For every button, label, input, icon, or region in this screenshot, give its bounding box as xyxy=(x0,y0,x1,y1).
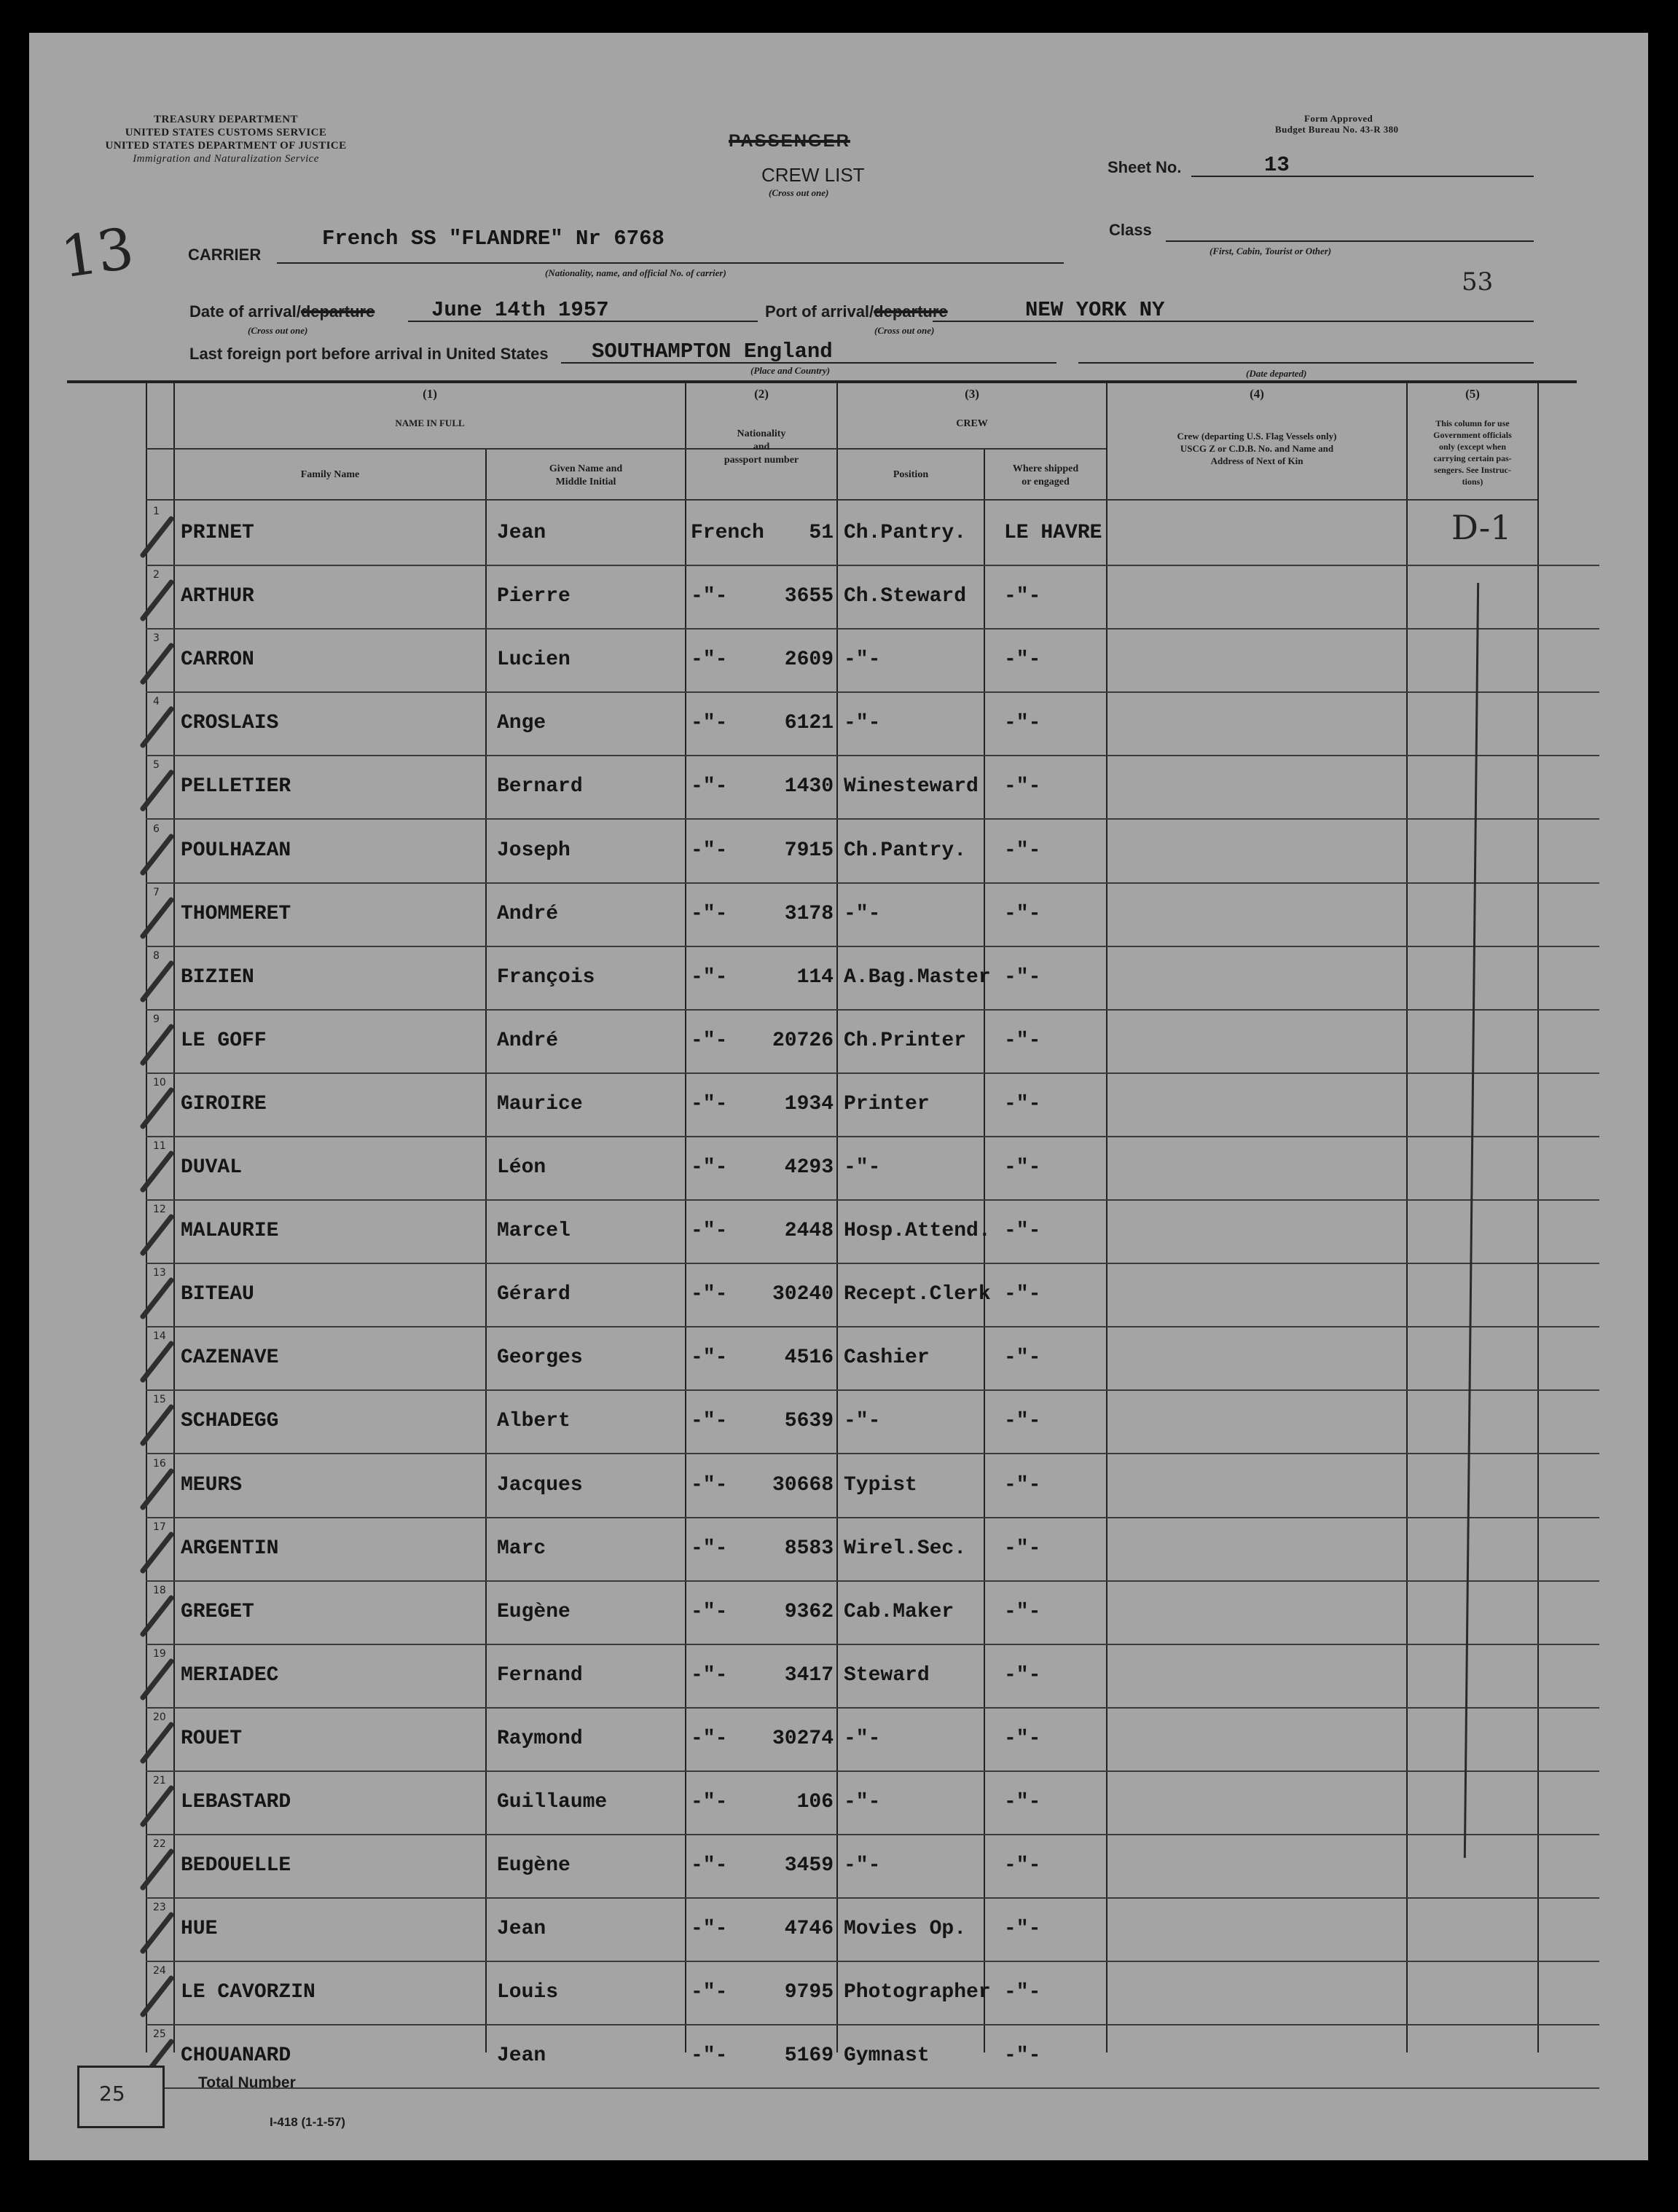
table-row xyxy=(29,1962,1648,2025)
check-mark xyxy=(139,1975,175,2018)
cell-ship: -"- xyxy=(1004,2044,1041,2068)
cell-pos: Winesteward xyxy=(844,775,979,799)
row-number: 21 xyxy=(153,1775,166,1787)
cell-pass: 5639 xyxy=(784,1410,834,1433)
cell-pos: Cashier xyxy=(844,1346,930,1370)
cell-pos: Steward xyxy=(844,1663,930,1687)
cell-pass: 9795 xyxy=(784,1981,834,2004)
col5-desc-line: carrying certain pas- xyxy=(1433,453,1512,463)
table-row xyxy=(29,1011,1648,1074)
form-title: CREW LIST xyxy=(761,164,865,186)
col5-desc-line: tions) xyxy=(1462,476,1483,487)
cell-given: Ange xyxy=(497,712,546,735)
table-row xyxy=(29,820,1648,884)
col5-desc-line: This column for use xyxy=(1435,418,1510,428)
cell-ship: -"- xyxy=(1004,1410,1041,1433)
lastport-value: SOUTHAMPTON England xyxy=(592,340,833,364)
cell-nat: -"- xyxy=(691,1156,728,1179)
cell-family: ARTHUR xyxy=(181,585,254,608)
cell-pass: 4516 xyxy=(784,1346,834,1370)
row-number: 12 xyxy=(153,1204,166,1216)
cell-family: ROUET xyxy=(181,1727,243,1750)
row-number: 5 xyxy=(153,759,160,772)
col-position: Position xyxy=(893,469,929,480)
cell-family: PRINET xyxy=(181,522,254,544)
cell-family: SCHADEGG xyxy=(181,1410,279,1433)
cell-pass: 3459 xyxy=(784,1854,834,1878)
row-number: 10 xyxy=(153,1076,166,1089)
cell-family: CROSLAIS xyxy=(181,712,279,735)
table-row xyxy=(29,1709,1648,1772)
cell-nat: -"- xyxy=(691,902,728,925)
cell-ship: LE HAVRE xyxy=(1004,522,1102,544)
cell-pos: Hosp.Attend. xyxy=(844,1220,991,1243)
col4-desc-line: Address of Next of Kin xyxy=(1210,455,1303,466)
row-number: 20 xyxy=(153,1711,166,1723)
cell-pass: 3417 xyxy=(784,1663,834,1687)
cell-ship: -"- xyxy=(1004,1029,1041,1052)
table-row xyxy=(29,1645,1648,1709)
check-mark xyxy=(139,1848,175,1891)
cell-ship: -"- xyxy=(1004,839,1041,862)
row-number: 1 xyxy=(153,506,160,517)
cell-pos: -"- xyxy=(844,648,881,672)
row-number: 23 xyxy=(153,1902,166,1914)
check-mark xyxy=(139,960,175,1003)
cell-ship: -"- xyxy=(1004,1981,1041,2004)
cell-given: Jean xyxy=(497,2044,546,2068)
cell-given: André xyxy=(497,902,559,925)
cell-nat: -"- xyxy=(691,1092,728,1115)
col5-desc-line: sengers. See Instruc- xyxy=(1434,465,1511,475)
title-note: (Cross out one) xyxy=(769,187,829,198)
cell-family: LE GOFF xyxy=(181,1029,267,1052)
cell-pos: Typist xyxy=(844,1473,917,1497)
col-given-line: Given Name and xyxy=(549,463,623,474)
cell-nat: -"- xyxy=(691,1727,728,1750)
row-number: 16 xyxy=(153,1457,166,1470)
table-row xyxy=(29,503,1648,566)
check-mark xyxy=(139,1467,175,1510)
cell-ship: -"- xyxy=(1004,585,1041,608)
table-row xyxy=(29,1455,1648,1518)
cell-pos: Ch.Steward xyxy=(844,585,967,608)
check-mark xyxy=(139,1658,175,1701)
check-mark xyxy=(139,1594,175,1637)
check-mark xyxy=(139,1404,175,1447)
crew-rows xyxy=(29,33,1648,2160)
cell-pos: -"- xyxy=(844,1727,881,1750)
row-number: 8 xyxy=(153,949,160,962)
table-row xyxy=(29,1074,1648,1137)
table-row xyxy=(29,1327,1648,1391)
cell-pos: -"- xyxy=(844,1854,881,1878)
cell-nat: -"- xyxy=(691,2044,728,2068)
cell-family: LEBASTARD xyxy=(181,1791,291,1813)
arrival-struck: departure xyxy=(300,302,375,321)
check-mark xyxy=(139,1911,175,1954)
page-number-mark: 13 xyxy=(57,216,138,291)
cell-given: Maurice xyxy=(497,1092,583,1115)
cell-pos: Photographer xyxy=(844,1981,991,2004)
total-value: 25 xyxy=(99,2082,125,2106)
check-mark xyxy=(139,1341,175,1384)
cell-given: Marc xyxy=(497,1537,546,1560)
cell-pos: Ch.Printer xyxy=(844,1029,967,1052)
col-nationality-line: Nationality xyxy=(737,428,786,439)
row-number: 13 xyxy=(153,1267,166,1279)
agency-line: UNITED STATES DEPARTMENT OF JUSTICE xyxy=(105,140,347,152)
cell-nat: -"- xyxy=(691,1537,728,1560)
cell-nat: -"- xyxy=(691,1981,728,2004)
port-note: (Cross out one) xyxy=(874,325,935,336)
cell-nat: -"- xyxy=(691,775,728,799)
cell-ship: -"- xyxy=(1004,1346,1041,1370)
cell-ship: -"- xyxy=(1004,1537,1041,1560)
cell-nat: French xyxy=(691,522,764,544)
cell-pos: Ch.Pantry. xyxy=(844,839,967,862)
cell-nat: -"- xyxy=(691,1220,728,1243)
port-value: NEW YORK NY xyxy=(1025,298,1165,322)
cell-pass: 114 xyxy=(796,965,834,989)
crew-list-form xyxy=(29,33,1648,2160)
cell-nat: -"- xyxy=(691,1600,728,1623)
table-row xyxy=(29,1899,1648,1962)
cell-ship: -"- xyxy=(1004,1220,1041,1243)
arrival-note: (Cross out one) xyxy=(248,325,308,336)
cell-pos: Recept.Clerk xyxy=(844,1283,991,1306)
cell-pass: 5169 xyxy=(784,2044,834,2068)
lastport-label: Last foreign port before arrival in United States xyxy=(189,345,549,363)
cell-family: CHOUANARD xyxy=(181,2044,291,2068)
carrier-value: French SS "FLANDRE" Nr 6768 xyxy=(322,227,664,251)
col-family-name: Family Name xyxy=(300,469,360,480)
row-number: 15 xyxy=(153,1394,166,1406)
cell-pos: -"- xyxy=(844,712,881,735)
col-shipped-line: Where shipped xyxy=(1012,463,1079,474)
check-mark xyxy=(139,706,175,749)
row-number: 14 xyxy=(153,1330,166,1343)
cell-nat: -"- xyxy=(691,839,728,862)
cell-family: THOMMERET xyxy=(181,902,291,925)
carrier-label: CARRIER xyxy=(188,246,262,264)
check-mark xyxy=(139,515,175,558)
form-approved-line: Form Approved xyxy=(1304,113,1373,124)
col3-number: (3) xyxy=(965,387,979,401)
check-mark xyxy=(139,769,175,812)
lastport-note: (Place and Country) xyxy=(750,365,831,376)
cell-family: LE CAVORZIN xyxy=(181,1981,315,2004)
col5-number: (5) xyxy=(1465,387,1480,401)
total-label: Total Number xyxy=(198,2074,296,2091)
cell-ship: -"- xyxy=(1004,1600,1041,1623)
col-nationality-line: and xyxy=(753,442,770,452)
row-number: 17 xyxy=(153,1521,166,1533)
cell-pass: 4746 xyxy=(784,1918,834,1941)
check-mark xyxy=(139,642,175,685)
cell-family: GREGET xyxy=(181,1600,254,1623)
cell-given: Pierre xyxy=(497,585,571,608)
cell-family: MALAURIE xyxy=(181,1220,279,1243)
check-mark xyxy=(139,1276,175,1319)
cell-pass: 9362 xyxy=(784,1600,834,1623)
cell-family: CARRON xyxy=(181,648,254,672)
cell-nat: -"- xyxy=(691,1791,728,1813)
cell-nat: -"- xyxy=(691,585,728,608)
cell-family: MEURS xyxy=(181,1473,243,1497)
row-number: 4 xyxy=(153,696,160,708)
cell-given: André xyxy=(497,1029,559,1052)
check-mark xyxy=(139,1023,175,1066)
table-row xyxy=(29,693,1648,756)
cell-family: ARGENTIN xyxy=(181,1537,279,1560)
table-row xyxy=(29,1835,1648,1899)
cell-pos: Wirel.Sec. xyxy=(844,1537,967,1560)
check-mark xyxy=(139,1721,175,1764)
cell-pass: 1430 xyxy=(784,775,834,799)
cell-ship: -"- xyxy=(1004,1918,1041,1941)
cell-nat: -"- xyxy=(691,965,728,989)
cell-given: François xyxy=(497,965,595,989)
col5-desc-line: Government officials xyxy=(1433,430,1512,440)
cell-pass: 30240 xyxy=(772,1283,834,1306)
form-approved-line: Budget Bureau No. 43-R 380 xyxy=(1275,124,1399,135)
class-label: Class xyxy=(1109,221,1152,239)
table-row xyxy=(29,1518,1648,1582)
cell-pass: 20726 xyxy=(772,1029,834,1052)
cell-pos: Movies Op. xyxy=(844,1918,967,1941)
cell-ship: -"- xyxy=(1004,648,1041,672)
row-number: 18 xyxy=(153,1584,166,1596)
cell-pass: 4293 xyxy=(784,1156,834,1179)
cell-nat: -"- xyxy=(691,1410,728,1433)
sheet-number: 13 xyxy=(1264,153,1290,177)
cell-family: HUE xyxy=(181,1918,218,1941)
col-shipped-line: or engaged xyxy=(1022,476,1070,487)
col1-title: NAME IN FULL xyxy=(395,417,465,428)
agency-line: TREASURY DEPARTMENT xyxy=(154,114,298,125)
cell-nat: -"- xyxy=(691,1283,728,1306)
col-crew: CREW xyxy=(956,418,988,429)
cell-family: DUVAL xyxy=(181,1156,243,1179)
table-row xyxy=(29,947,1648,1011)
departed-note: (Date departed) xyxy=(1246,368,1307,379)
cell-pos: Cab.Maker xyxy=(844,1600,954,1623)
cell-ship: -"- xyxy=(1004,1283,1041,1306)
cell-ship: -"- xyxy=(1004,1473,1041,1497)
col4-desc-line: USCG Z or C.D.B. No. and Name and xyxy=(1180,443,1334,454)
cell-family: BIZIEN xyxy=(181,965,254,989)
col-nationality-line: passport number xyxy=(724,455,799,466)
table-row xyxy=(29,1201,1648,1264)
cell-pass: 30274 xyxy=(772,1727,834,1750)
cell-pass: 2448 xyxy=(784,1220,834,1243)
cell-pass: 3178 xyxy=(784,902,834,925)
cell-pass: 1934 xyxy=(784,1092,834,1115)
arrival-date: June 14th 1957 xyxy=(431,298,609,322)
row-number: 11 xyxy=(153,1140,166,1152)
cell-family: CAZENAVE xyxy=(181,1346,279,1370)
check-mark xyxy=(139,896,175,939)
check-mark xyxy=(139,1150,175,1193)
cell-given: Joseph xyxy=(497,839,571,862)
col5-desc-line: only (except when xyxy=(1439,442,1506,452)
check-mark xyxy=(139,1531,175,1574)
cell-given: Jacques xyxy=(497,1473,583,1497)
check-mark xyxy=(139,579,175,621)
check-mark xyxy=(139,833,175,876)
col-given-line: Middle Initial xyxy=(555,476,616,487)
cell-pos: -"- xyxy=(844,1410,881,1433)
cell-pass: 51 xyxy=(809,522,834,544)
cell-given: Raymond xyxy=(497,1727,583,1750)
cell-given: Eugène xyxy=(497,1854,571,1878)
table-row xyxy=(29,1772,1648,1835)
table-row xyxy=(29,884,1648,947)
table-row xyxy=(29,1137,1648,1201)
cell-pos: -"- xyxy=(844,902,881,925)
agency-line: Immigration and Naturalization Service xyxy=(133,153,319,165)
cell-nat: -"- xyxy=(691,1346,728,1370)
row-number: 9 xyxy=(153,1013,160,1025)
cell-family: POULHAZAN xyxy=(181,839,291,862)
cell-nat: -"- xyxy=(691,1854,728,1878)
table-row xyxy=(29,1264,1648,1327)
cell-given: Gérard xyxy=(497,1283,571,1306)
cell-ship: -"- xyxy=(1004,1854,1041,1878)
row-number: 2 xyxy=(153,569,160,581)
cell-given: Lucien xyxy=(497,648,571,672)
cell-ship: -"- xyxy=(1004,1092,1041,1115)
table-row xyxy=(29,1582,1648,1645)
cell-pass: 30668 xyxy=(772,1473,834,1497)
carrier-note: (Nationality, name, and official No. of carrier) xyxy=(545,267,726,278)
cell-pos: Gymnast xyxy=(844,2044,930,2068)
col4-desc-line: Crew (departing U.S. Flag Vessels only) xyxy=(1177,431,1337,442)
cell-pass: 3655 xyxy=(784,585,834,608)
cell-pos: -"- xyxy=(844,1156,881,1179)
cell-ship: -"- xyxy=(1004,1791,1041,1813)
col4-number: (4) xyxy=(1250,387,1264,401)
cell-family: PELLETIER xyxy=(181,775,291,799)
cell-pass: 106 xyxy=(796,1791,834,1813)
col2-number: (2) xyxy=(754,387,769,401)
cell-ship: -"- xyxy=(1004,775,1041,799)
row-number: 22 xyxy=(153,1838,166,1851)
cell-family: MERIADEC xyxy=(181,1663,279,1687)
cell-nat: -"- xyxy=(691,648,728,672)
stamp-number: 53 xyxy=(1462,267,1494,297)
check-mark xyxy=(139,1784,175,1827)
cell-pass: 2609 xyxy=(784,648,834,672)
cell-family: BEDOUELLE xyxy=(181,1854,291,1878)
cell-nat: -"- xyxy=(691,1918,728,1941)
row-rule xyxy=(146,2087,1599,2089)
table-row xyxy=(29,756,1648,820)
port-struck: departure xyxy=(874,302,948,321)
table-row xyxy=(29,1391,1648,1454)
cell-nat: -"- xyxy=(691,712,728,735)
cell-pos: Printer xyxy=(844,1092,930,1115)
cell-given: Fernand xyxy=(497,1663,583,1687)
row-number: 19 xyxy=(153,1647,166,1660)
cell-ship: -"- xyxy=(1004,712,1041,735)
table-row xyxy=(29,566,1648,630)
cell-ship: -"- xyxy=(1004,1663,1041,1687)
cell-given: Georges xyxy=(497,1346,583,1370)
cell-family: GIROIRE xyxy=(181,1092,267,1115)
row-number: 6 xyxy=(153,823,160,835)
cell-given: Louis xyxy=(497,1981,559,2004)
cell-nat: -"- xyxy=(691,1663,728,1687)
table-row xyxy=(29,630,1648,693)
cell-pass: 6121 xyxy=(784,712,834,735)
cell-ship: -"- xyxy=(1004,1727,1041,1750)
cell-given: Léon xyxy=(497,1156,546,1179)
cell-given: Jean xyxy=(497,522,546,544)
cell-pass: 7915 xyxy=(784,839,834,862)
cell-given: Guillaume xyxy=(497,1791,608,1813)
agency-line: UNITED STATES CUSTOMS SERVICE xyxy=(125,127,327,138)
cell-pass: 8583 xyxy=(784,1537,834,1560)
cell-given: Bernard xyxy=(497,775,583,799)
class-note: (First, Cabin, Tourist or Other) xyxy=(1210,246,1332,256)
row-number: 24 xyxy=(153,1965,166,1977)
cell-ship: -"- xyxy=(1004,965,1041,989)
row-number: 7 xyxy=(153,886,160,898)
col5-mark: D-1 xyxy=(1451,508,1512,547)
cell-pos: A.Bag.Master xyxy=(844,965,991,989)
cell-pos: Ch.Pantry. xyxy=(844,522,967,544)
cell-ship: -"- xyxy=(1004,1156,1041,1179)
cell-ship: -"- xyxy=(1004,902,1041,925)
form-number: I-418 (1-1-57) xyxy=(270,2115,345,2129)
col1-number: (1) xyxy=(423,387,437,401)
cell-family: BITEAU xyxy=(181,1283,254,1306)
cell-pos: -"- xyxy=(844,1791,881,1813)
check-mark xyxy=(139,1086,175,1129)
port-label-text: Port of arrival/ xyxy=(765,302,874,321)
check-mark xyxy=(139,1213,175,1256)
arrival-label-text: Date of arrival/ xyxy=(189,302,301,321)
sheet-label: Sheet No. xyxy=(1107,158,1182,176)
cell-given: Marcel xyxy=(497,1220,571,1243)
row-number: 25 xyxy=(153,2028,166,2041)
cell-nat: -"- xyxy=(691,1029,728,1052)
struck-title: PASSENGER xyxy=(729,131,850,151)
cell-nat: -"- xyxy=(691,1473,728,1497)
row-number: 3 xyxy=(153,632,160,645)
cell-given: Eugène xyxy=(497,1600,571,1623)
cell-given: Jean xyxy=(497,1918,546,1941)
cell-given: Albert xyxy=(497,1410,571,1433)
